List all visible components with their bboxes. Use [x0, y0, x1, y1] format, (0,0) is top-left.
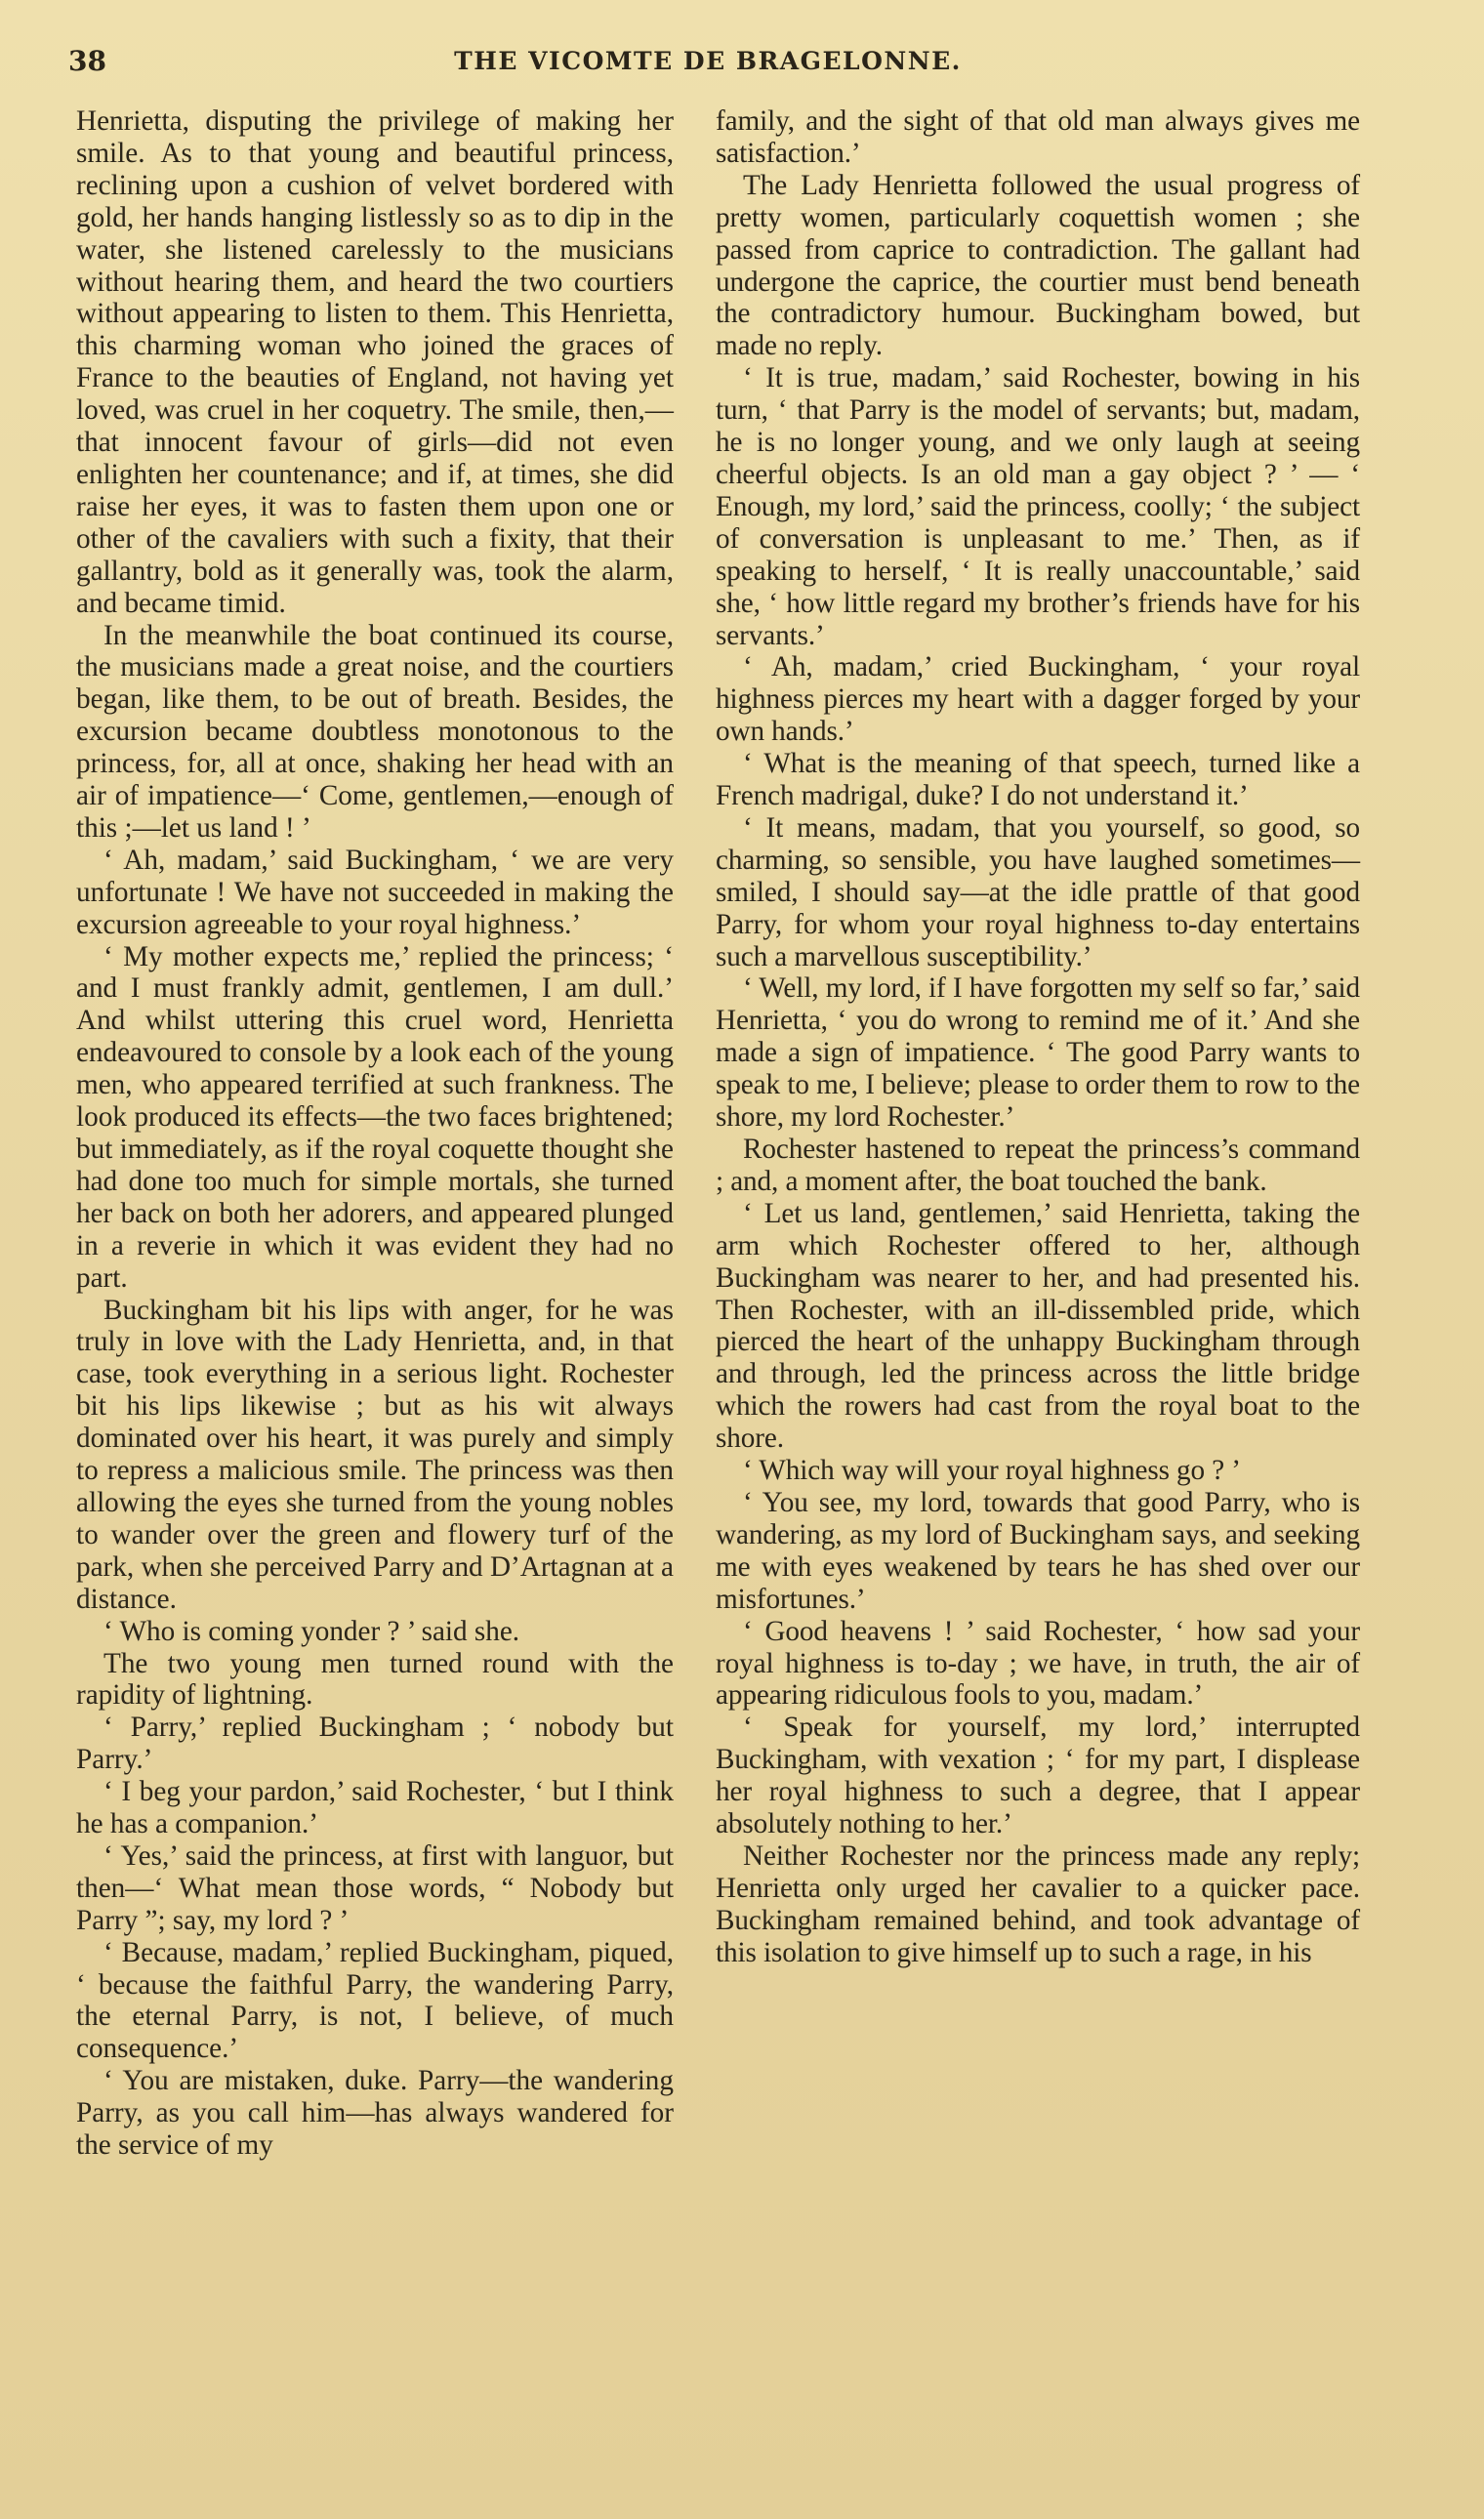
- paragraph: ‘ I beg your pardon,’ said Rochester, ‘ but I think he has a companion.’: [76, 1776, 674, 1840]
- paragraph: ‘ It is true, madam,’ said Rochester, bowing in his turn, ‘ that Parry is the model of servants; but, madam, he is no longer young, and we only laugh at seeing cheerful objects. Is an old man a gay object ? ’ — ‘ Enough, my lord,’ said the princess, coolly; ‘ the subject of conversation is unpleasant to me.’ Then, as if speaking to herself, ‘ It is really unaccountable,’ said she, ‘ how little regard my brother’s friends have for his servants.’: [716, 362, 1360, 651]
- paragraph: ‘ You see, my lord, towards that good Parry, who is wandering, as my lord of Buckingham says, and seeking me with eyes weakened by tears he has shed over our misfortunes.’: [716, 1486, 1360, 1615]
- paragraph: Rochester hastened to repeat the princess’s command ; and, a moment after, the boat touched the bank.: [716, 1134, 1360, 1197]
- paragraph: ‘ Ah, madam,’ said Buckingham, ‘ we are very unfortunate ! We have not succeeded in making the excursion agreeable to your royal highness.’: [76, 844, 674, 940]
- paragraph: ‘ Which way will your royal highness go ? ’: [743, 1455, 1241, 1487]
- paragraph: ‘ Let us land, gentlemen,’ said Henrietta, taking the arm which Rochester offered to her, although Buckingham was nearer to her, and had presented his. Then Rochester, with an ill-dissembled pride, which pierced the heart of the unhappy Buckingham through and through, led the princess across the little bridge which the rowers had cast from the royal boat to the shore.: [716, 1197, 1360, 1455]
- paragraph: ‘ You are mistaken, duke. Parry—the wandering Parry, as you call him—has always wandered for the service of my: [76, 2065, 674, 2162]
- right-column: [716, 105, 1360, 1969]
- running-title: THE VICOMTE DE BRAGELONNE.: [454, 47, 962, 75]
- left-column: [76, 105, 674, 2162]
- paragraph: ‘ Ah, madam,’ cried Buckingham, ‘ your royal highness pierces my heart with a dagger forged by your own hands.’: [716, 651, 1360, 748]
- paragraph: The Lady Henrietta followed the usual progress of pretty women, particularly coquettish women ; she passed from caprice to contradiction. The gallant had undergone the caprice, the courtier must bend beneath the contradictory humour. Buckingham bowed, but made no reply.: [716, 169, 1360, 362]
- paragraph: ‘ Because, madam,’ replied Buckingham, piqued, ‘ because the faithful Parry, the wandering Parry, the eternal Parry, is not, I believe, of much consequence.’: [76, 1936, 674, 2065]
- paragraph: ‘ What is the meaning of that speech, turned like a French madrigal, duke? I do not understand it.’: [716, 748, 1360, 812]
- paragraph: ‘ Well, my lord, if I have forgotten my self so far,’ said Henrietta, ‘ you do wrong to remind me of it.’ And she made a sign of impatience. ‘ The good Parry wants to speak to me, I believe; please to order them to row to the shore, my lord Rochester.’: [716, 972, 1360, 1134]
- paragraph: ‘ Speak for yourself, my lord,’ interrupted Buckingham, with vexation ; ‘ for my part, I displease her royal highness to such a degree, that I appear absolutely nothing to her.’: [716, 1712, 1360, 1840]
- page-header: [68, 45, 1347, 84]
- paragraph: The two young men turned round with the rapidity of lightning.: [76, 1647, 674, 1712]
- paragraph: ‘ My mother expects me,’ replied the princess; ‘ and I must frankly admit, gentlemen, I am dull.’ And whilst uttering this cruel word, Henrietta endeavoured to console by a look each of the young men, who appeared terrified at such frankness. The look produced its effects—the two faces brightened; but immediately, as if the royal coquette thought she had done too much for simple mortals, she turned her back on both her adorers, and appeared plunged in a reverie in which it was evident they had no part.: [76, 940, 674, 1294]
- paragraph: ‘ Parry,’ replied Buckingham ; ‘ nobody but Parry.’: [76, 1712, 674, 1776]
- paragraph: ‘ Yes,’ said the princess, at first with languor, but then—‘ What mean those words, “ Nobody but Parry ”; say, my lord ? ’: [76, 1839, 674, 1936]
- paragraph: In the meanwhile the boat continued its course, the musicians made a great noise, and the courtiers began, like them, to be out of breath. Besides, the excursion became doubtless monotonous to the princess, for, all at once, shaking her head with an air of impatience—‘ Come, gentlemen,—enough of this ;—let us land ! ’: [76, 619, 674, 844]
- paragraph: Buckingham bit his lips with anger, for he was truly in love with the Lady Henrietta, and, in that case, took everything in a serious light. Rochester bit his lips likewise ; but as his wit always dominated over his heart, it was purely and simply to repress a malicious smile. The princess was then allowing the eyes she turned from the young nobles to wander over the green and flowery turf of the park, when she perceived Parry and D’Artagnan at a distance.: [76, 1294, 674, 1615]
- page-number: 38: [68, 45, 106, 77]
- paragraph: ‘ It means, madam, that you yourself, so good, so charming, so sensible, you have laughed sometimes—smiled, I should say—at the idle prattle of that good Parry, for whom your royal highness to-day entertains such a marvellous susceptibility.’: [716, 811, 1360, 972]
- paragraph: ‘ Good heavens ! ’ said Rochester, ‘ how sad your royal highness is to-day ; we have, in truth, the air of appearing ridiculous fools to you, madam.’: [716, 1615, 1360, 1712]
- paragraph: Neither Rochester nor the princess made any reply; Henrietta only urged her cavalier to a quicker pace. Buckingham remained behind, and took advantage of this isolation to give himself up to such a rage, in his: [716, 1839, 1360, 1968]
- paragraph: ‘ Who is coming yonder ? ’ said she.: [103, 1615, 520, 1647]
- paragraph: family, and the sight of that old man always gives me satisfaction.’: [716, 105, 1360, 169]
- paragraph: Henrietta, disputing the privilege of making her smile. As to that young and beautiful princess, reclining upon a cushion of velvet bordered with gold, her hands hanging listlessly so as to dip in the water, she listened carelessly to the musicians without hearing them, and heard the two courtiers without appearing to listen to them. This Henrietta, this charming woman who joined the graces of France to the beauties of England, not having yet loved, was cruel in her coquetry. The smile, then,—that innocent favour of girls—did not even enlighten her countenance; and if, at times, she did raise her eyes, it was to fasten them upon one or other of the cavaliers with such a fixity, that their gallantry, bold as it generally was, took the alarm, and became timid.: [76, 105, 674, 619]
